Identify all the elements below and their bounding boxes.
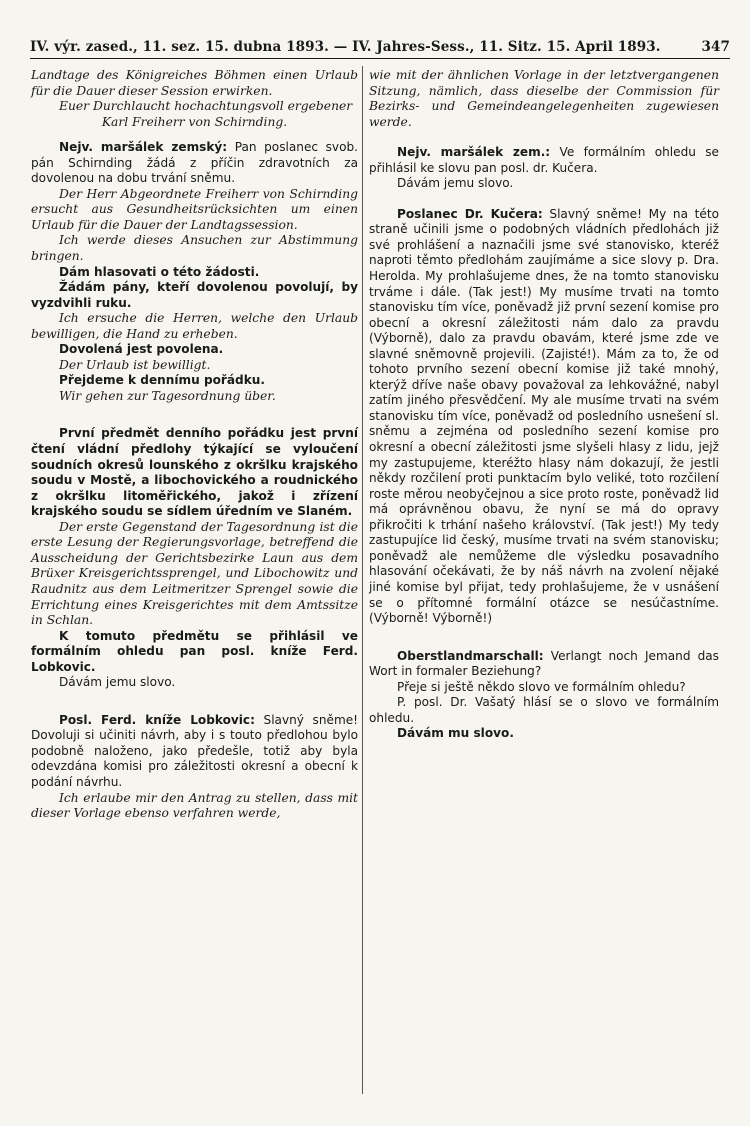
paragraph-text: wie mit der ähnlichen Vorlage in der letztvergangenen Sitzung, nämlich, dass dieselbe der Commission für Bezirks- und Gemeindeangelegenheiten zugewiesen werde. [369, 68, 719, 129]
speaker-name: Poslanec Dr. Kučera: [397, 206, 543, 221]
paragraph-gap [31, 130, 358, 140]
paragraph [31, 280, 358, 311]
paragraph-gap [369, 130, 719, 145]
paragraph [31, 233, 358, 264]
speaker-name: Nejv. maršálek zem.: [397, 145, 551, 160]
paragraph-text: Dávám jemu slovo. [59, 675, 176, 690]
speaker-name: Posl. Ferd. kníže Lobkovic: [59, 712, 255, 727]
paragraph-text: Přeje si ještě někdo slovo ve formálním ohledu? [397, 679, 686, 694]
paragraph-text: Der Urlaub ist bewilligt. [59, 357, 211, 372]
paragraph [369, 726, 719, 742]
speaker-name: Oberstlandmarschall: [397, 648, 544, 663]
paragraph-gap [369, 627, 719, 649]
paragraph [31, 389, 358, 405]
paragraph [369, 680, 719, 696]
paragraph-text: Ich werde dieses Ansuchen zur Abstimmung bringen. [31, 233, 358, 264]
paragraph [369, 649, 719, 680]
paragraph-text: Der Herr Abgeordnete Freiherr von Schirnding ersucht aus Gesundheitsrücksichten um einen Urlaub für die Dauer der Landtagssession. [31, 186, 358, 232]
paragraph [369, 68, 719, 130]
paragraph [369, 207, 719, 627]
paragraph [31, 675, 358, 691]
paragraph-gap [31, 691, 358, 713]
paragraph-text: Karl Freiherr von Schirnding. [101, 114, 288, 129]
paragraph [31, 358, 358, 374]
paragraph-text: Landtage des Königreiches Böhmen einen Urlaub für die Dauer dieser Session erwirken. [31, 68, 358, 98]
paragraph-text: Žádám pány, kteří dovolenou povolují, by vyzdvihli ruku. [31, 280, 358, 310]
paragraph-gap [31, 404, 358, 426]
paragraph-text: Der erste Gegenstand der Tagesordnung ist die erste Lesung der Regierungsvorlage, betreffend die Ausscheidung der Gerichtsbezirke Laun aus dem Brüxer Kreisgerichtssprengel, und Libochowitz und Raudnitz aus dem Leitmeritzer Sprengel sowie die Errichtung eines Kreisgerichtes mit dem Amtssitze in Schlan. [31, 519, 358, 628]
paragraph-text: Ich erlaube mir den Antrag zu stellen, dass mit dieser Vorlage ebenso verfahren werde, [31, 790, 358, 821]
left-column [31, 68, 358, 822]
speaker-name: Nejv. maršálek zemský: [59, 140, 228, 155]
paragraph [369, 695, 719, 726]
paragraph [31, 68, 358, 99]
paragraph-text: Wir gehen zur Tagesordnung über. [59, 388, 276, 403]
paragraph-text: První předmět denního pořádku jest první čtení vládní předlohy týkající se vyloučení soudních okresů lounského z okršlku krajského soudu v Mostě, a libochovického a roudnického z okršlku litoměřického, jakož i zřízení krajského soudu se sídlem úředním ve Slaném. [31, 426, 358, 519]
page-number: 347 [701, 39, 730, 55]
paragraph-text: Pan poslanec svob. pán Schirnding žádá z příčin zdravotních za dovolenou na dobu trvání sněmu. [31, 140, 358, 186]
paragraph-text: Verlangt noch Jemand das Wort in formaler Beziehung? [369, 648, 719, 679]
paragraph [31, 713, 358, 791]
paragraph-text: P. posl. Dr. Vašatý hlásí se o slovo ve formálním ohledu. [369, 695, 719, 725]
paragraph-gap [369, 192, 719, 207]
paragraph [31, 373, 358, 389]
header-rule [30, 58, 730, 59]
paragraph-text: Ich ersuche die Herren, welche den Urlaub bewilligen, die Hand zu erheben. [31, 311, 358, 341]
header-session-info: IV. výr. zased., 11. sez. 15. dubna 1893. — IV. Jahres-Sess., 11. Sitz. 15. April 1893. [30, 39, 661, 55]
paragraph [31, 311, 358, 342]
paragraph-text: Dovolená jest povolena. [59, 342, 224, 357]
paragraph [31, 520, 358, 629]
paragraph [31, 140, 358, 187]
paragraph [31, 791, 358, 822]
paragraph-text: Slavný sněme! Dovoluji si učiniti návrh, aby i s touto předlohou bylo podobně naloženo, jako předešle, totiž aby byla odevzdána komisi pro záležitosti okresní a obecní k podání návrhu. [31, 712, 359, 789]
paragraph-text: Dávám mu slovo. [397, 726, 514, 741]
paragraph-text: Dám hlasovati o této žádosti. [59, 264, 260, 279]
paragraph-text: Dávám jemu slovo. [397, 176, 514, 191]
paragraph [31, 265, 358, 281]
paragraph [31, 115, 358, 131]
paragraph-text: Ve formálním ohledu se přihlásil ke slovu pan posl. dr. Kučera. [369, 145, 720, 175]
paragraph [31, 187, 358, 234]
column-divider [362, 66, 363, 1094]
paragraph [31, 426, 358, 519]
running-header [30, 36, 730, 58]
right-column [369, 68, 719, 742]
paragraph-text: Přejdeme k dennímu pořádku. [59, 373, 265, 388]
paragraph-text: Slavný sněme! My na této straně učinili jsme o podobných vládních předlohách již své prohlášení a naznačili jsme své stanovisko, kteréž naproti těmto předlohám zaujímáme a sice slovy p. Dra. Herolda. My prohlašujeme dnes, že na tomto stanovisku trváme i dále. (Tak jest!) My musíme trvati na tomto stanovisku tím více, poněvadž již první sezení komise pro obecní a okresní záležitosti nám dalo za pravdu (Výborně), dalo za pravdu obavám, které jsme zde ve slavné sněmovně projevili. (Zajisté!). Mám za to, že od tohoto prvního sezení obecní komise již také mnohý, kterýž dříve naše obavy považoval za lehkovážné, nabyl zatím jiného přesvědčení. My ale musíme trvati na svém stanovisku tím více, poněvadž od posledního usnešení sl. sněmu a zejména od posledního sezení komise pro okresní a obecní záležitosti jsme slyšeli hlasy z lidu, jejž my zastupujeme, kteréžto hlasy nám dokazují, že jestli někdy rozčilení proti punktacím bylo veliké, toto rozčilení roste měrou neobyčejnou a sice proto roste, poněvadž lid má oprávněnou obavu, že nyní se má do opravy přikročiti k trhání našeho království. (Tak jest!) My tedy zastupujíce lid český, musíme trvati na svém stanovisku; poněvadž ale nemůžeme dle výsledku posavadního hlasování očekávati, že by náš návrh na zvolení nějaké jiné komise byl přijat, tedy prohlašujeme, že v usnášení se o přítomné formální otázce se nesúčastníme. (Výborně! Výborně!) [369, 206, 719, 626]
paragraph [31, 629, 358, 676]
paragraph [31, 342, 358, 358]
paragraph [369, 145, 719, 176]
paragraph [31, 99, 358, 115]
paragraph-text: K tomuto předmětu se přihlásil ve formálním ohledu pan posl. kníže Ferd. Lobkovic. [31, 628, 358, 674]
paragraph [369, 176, 719, 192]
paragraph-text: Euer Durchlaucht hochachtungsvoll ergebener [59, 99, 353, 114]
